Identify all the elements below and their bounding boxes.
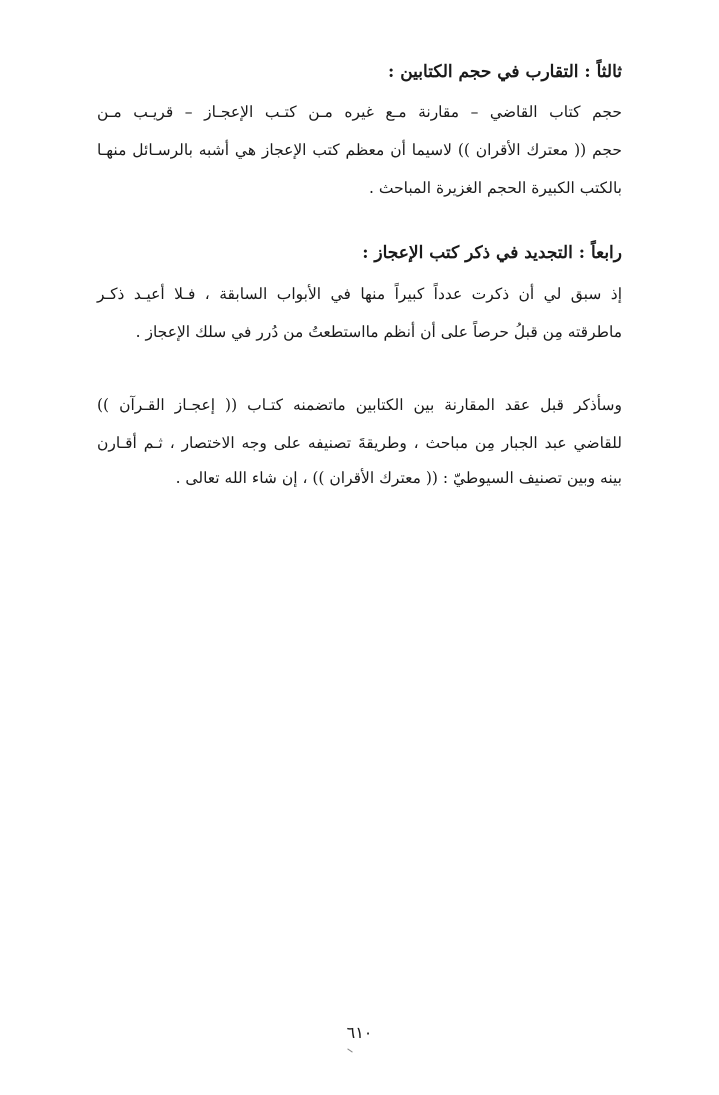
section-heading-fourth: رابعاً : التجديد في ذكر كتب الإعجاز :: [362, 243, 622, 263]
paragraph-line: حجم (( معترك الأقران )) لاسيما أن معظم كتب الإعجاز هي أشبه بالرسـائل منهـا: [97, 141, 622, 159]
section-heading-third: ثالثاً : التقارب في حجم الكتابين :: [388, 62, 622, 82]
paragraph-line: للقاضي عبد الجبار مِن مباحث ، وطريقةَ تصنيفه على وجه الاختصار ، ثـم أقـارن: [97, 434, 622, 452]
paragraph-line: بالكتب الكبيرة الحجم الغزيرة المباحث .: [369, 179, 622, 197]
scan-mark: [347, 1048, 352, 1052]
paragraph-line: حجم كتاب القاضي – مقارنة مـع غيره مـن كتـب الإعجـاز – قريـب مـن: [97, 103, 622, 121]
paragraph-line: وسأذكر قبل عقد المقارنة بين الكتابين ماتضمنه كتـاب (( إعجـاز القـرآن )): [97, 396, 622, 414]
paragraph-line: بينه وبين تصنيف السيوطيّ : (( معترك الأقران )) ، إن شاء الله تعالى .: [175, 469, 622, 487]
paragraph-line: إذ سبق لي أن ذكرت عدداً كبيراً منها في الأبواب السابقة ، فـلا أعيـد ذكـر: [97, 285, 622, 303]
page-number: ٦١٠: [346, 1023, 373, 1042]
paragraph-line: ماطرقته مِن قبلُ حرصاً على أن أنظم مااستطعتُ من دُرر في سلك الإعجاز .: [135, 323, 622, 341]
